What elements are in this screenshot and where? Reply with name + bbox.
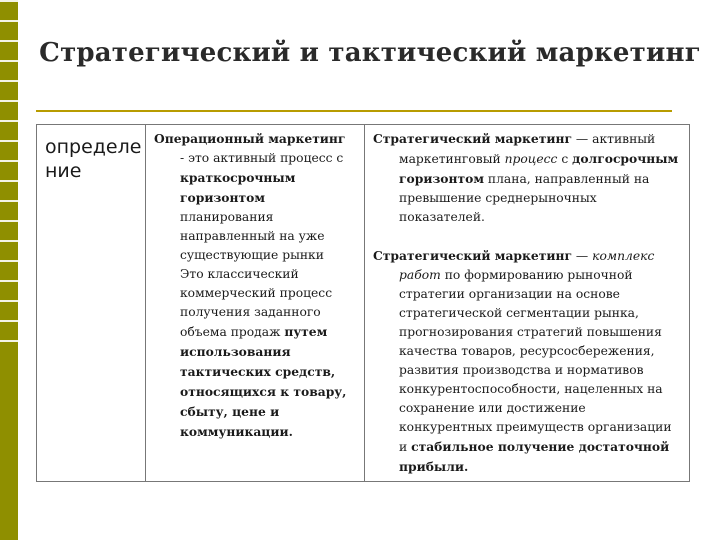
operational-bold-line: горизонтом xyxy=(180,190,266,205)
operational-line: направленный на уже xyxy=(180,229,325,243)
strategic-italic-run: работ xyxy=(399,268,441,282)
left-decorative-strip xyxy=(0,0,18,540)
strategic-text-run: — активный xyxy=(572,132,656,146)
term-line-2: ние xyxy=(45,160,82,182)
operational-line: - это активный процесс с xyxy=(180,151,344,165)
paragraph-gap xyxy=(373,227,683,246)
strategic-italic-run: комплекс xyxy=(592,249,655,263)
operational-bold-line: коммуникации. xyxy=(180,424,293,439)
operational-marketing-cell xyxy=(146,125,365,482)
strategic-line: стратегии организации на основе xyxy=(399,287,620,301)
operational-line: коммерческий процесс xyxy=(180,286,333,300)
strategic-bold-run: стабильное получение достаточной xyxy=(411,439,670,454)
operational-line: объема продаж xyxy=(180,325,285,339)
strategic-bold-run: долгосрочным xyxy=(572,151,679,166)
term-line-1: определе xyxy=(45,136,142,158)
strategic-marketing-cell xyxy=(365,125,690,482)
strip-pattern xyxy=(0,0,18,360)
table-row xyxy=(37,125,690,482)
strategic-line: стратегической сегментации рынка, xyxy=(399,306,639,320)
operational-line: существующие рынки xyxy=(180,248,324,262)
strategic-heading: Стратегический маркетинг xyxy=(373,131,573,146)
operational-bold-line: тактических средств, xyxy=(180,364,336,379)
operational-heading: Операционный маркетинг xyxy=(154,131,346,146)
strategic-italic-run: процесс xyxy=(504,152,558,166)
operational-bold-line: сбыту, цене и xyxy=(180,404,280,419)
strategic-line: превышение среднерыночных xyxy=(399,191,597,205)
strategic-line: развития производства и нормативов xyxy=(399,363,644,377)
strategic-bold-run: горизонтом xyxy=(399,171,485,186)
strategic-text-run: и xyxy=(399,440,412,454)
strategic-line: конкурентных преимуществ организации xyxy=(399,420,672,434)
operational-bold-line: использования xyxy=(180,344,291,359)
strategic-text-run: плана, направленный на xyxy=(484,172,650,186)
strategic-heading: Стратегический маркетинг xyxy=(373,248,573,263)
operational-line: планирования xyxy=(180,210,274,224)
strategic-line: конкурентоспособности, нацеленных на xyxy=(399,382,663,396)
strategic-paragraph-2 xyxy=(373,246,683,477)
strategic-line: прогнозирования стратегий повышения xyxy=(399,325,662,339)
term-cell xyxy=(37,125,146,482)
strategic-bold-run: прибыли. xyxy=(399,459,469,474)
operational-bold-word: путем xyxy=(284,324,328,339)
strategic-paragraph-1 xyxy=(373,129,683,227)
operational-line: получения заданного xyxy=(180,305,321,319)
strategic-text-run: — xyxy=(572,249,593,263)
strategic-line: качества товаров, ресурсосбережения, xyxy=(399,344,655,358)
term-label xyxy=(37,125,145,183)
strategic-text xyxy=(365,125,689,477)
strategic-text-run: маркетинговый xyxy=(399,152,505,166)
strategic-text-run: по формированию рыночной xyxy=(440,268,633,282)
slide-title: Стратегический и тактический маркетинг xyxy=(39,38,701,68)
operational-bold-line: относящихся к товару, xyxy=(180,384,347,399)
strategic-line: показателей. xyxy=(399,210,485,224)
strategic-line: сохранение или достижение xyxy=(399,401,586,415)
title-underline xyxy=(36,110,672,112)
definition-table xyxy=(36,124,690,482)
operational-line: Это классический xyxy=(180,267,299,281)
operational-text xyxy=(146,125,364,442)
operational-bold-line: краткосрочным xyxy=(180,170,296,185)
strategic-text-run: с xyxy=(557,152,573,166)
